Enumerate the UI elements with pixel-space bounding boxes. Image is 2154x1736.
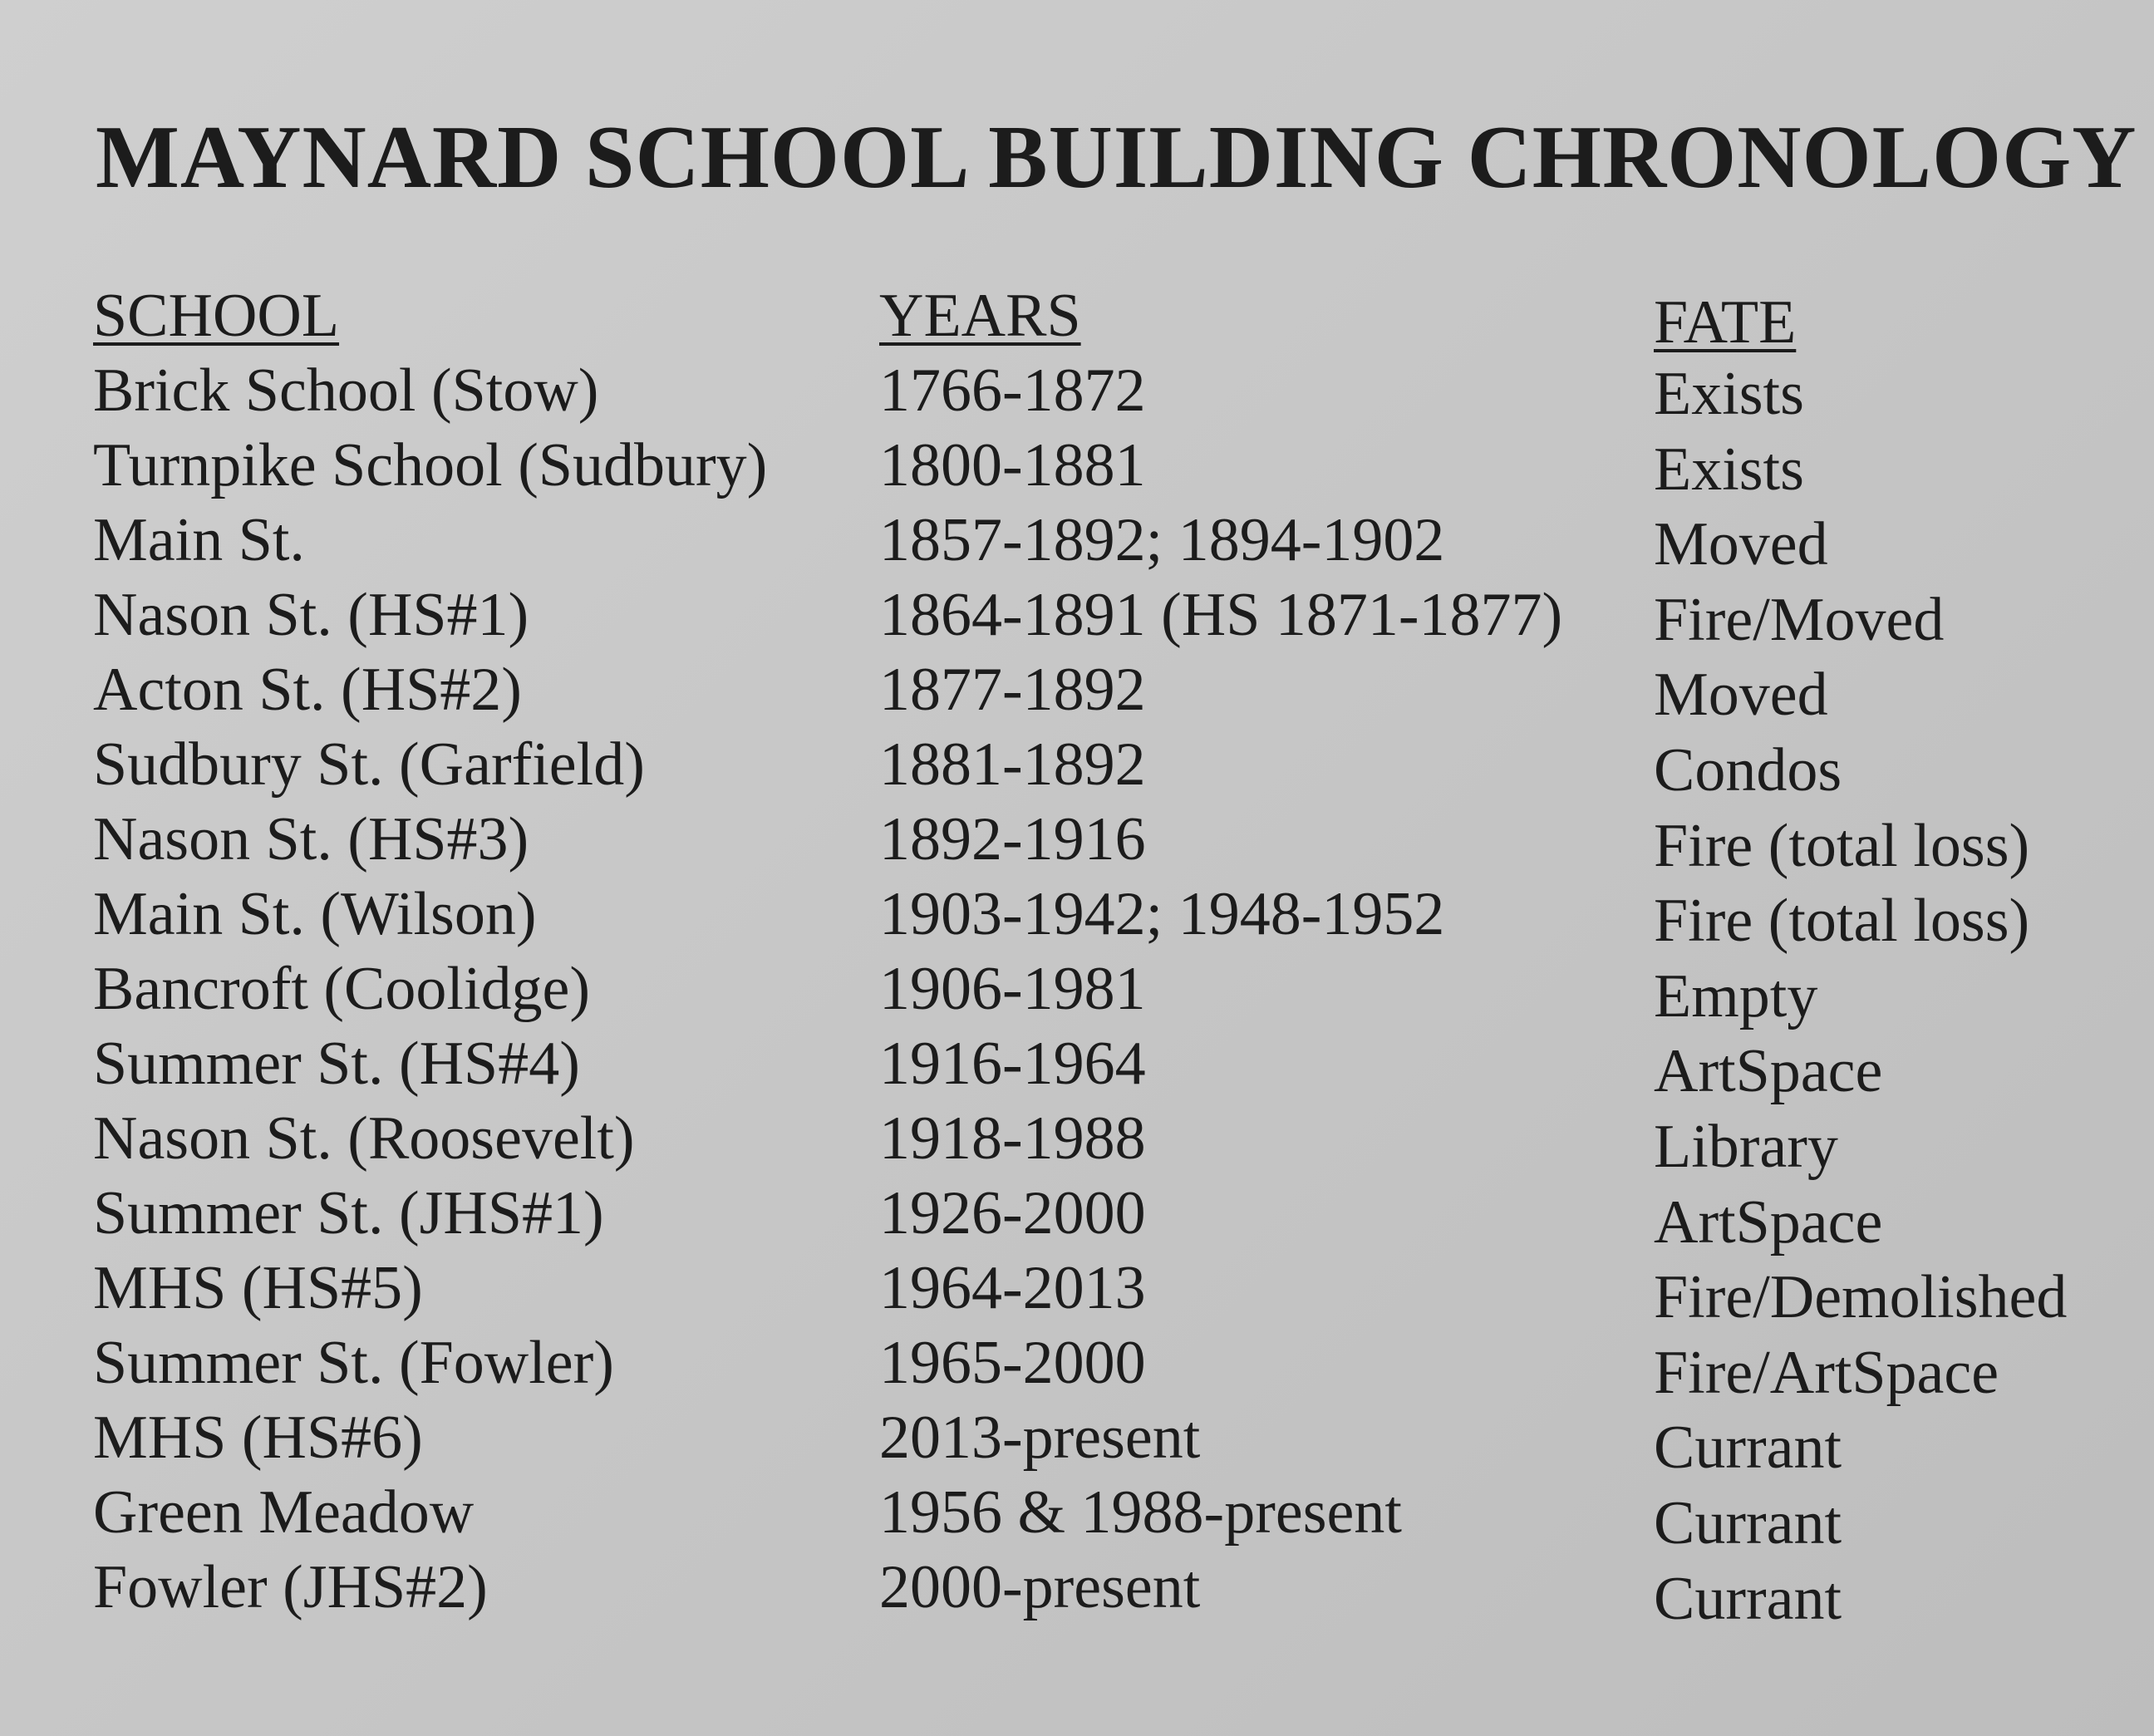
table-row <box>0 879 2154 954</box>
years-cell: 1864-1891 (HS 1871-1877) <box>879 581 1563 649</box>
school-cell: MHS (HS#5) <box>93 1254 423 1322</box>
table-row <box>0 1328 2154 1407</box>
years-cell: 1857-1892; 1894-1902 <box>879 506 1445 574</box>
school-cell: Nason St. (HS#3) <box>93 805 529 873</box>
fate-cell: Currant <box>1654 1565 1842 1633</box>
table-row <box>0 505 2154 580</box>
table-row <box>0 954 2154 1029</box>
table-row <box>0 730 2154 804</box>
school-cell: MHS (HS#6) <box>93 1404 423 1472</box>
school-cell: Nason St. (Roosevelt) <box>93 1104 635 1173</box>
table-row <box>0 804 2154 879</box>
fate-cell: Fire/Moved <box>1654 586 1945 654</box>
table-row <box>0 1029 2154 1104</box>
school-cell: Main St. (Wilson) <box>93 880 537 948</box>
school-cell: Acton St. (HS#2) <box>93 656 522 724</box>
school-cell: Summer St. (Fowler) <box>93 1329 614 1397</box>
table-row <box>0 1253 2154 1331</box>
years-cell: 1965-2000 <box>879 1329 1146 1397</box>
fate-cell: Fire/Demolished <box>1654 1263 2068 1331</box>
years-cell: 1881-1892 <box>879 730 1146 799</box>
years-cell: 1916-1964 <box>879 1030 1146 1098</box>
years-cell: 1926-2000 <box>879 1179 1146 1247</box>
school-cell: Turnpike School (Sudbury) <box>93 431 768 499</box>
fate-cell: Moved <box>1654 510 1828 578</box>
fate-cell: Fire (total loss) <box>1654 812 2030 880</box>
table-row <box>0 1478 2154 1557</box>
table-row <box>0 1552 2154 1633</box>
years-cell: 1892-1916 <box>879 805 1146 873</box>
table-row <box>0 1104 2154 1181</box>
fate-cell: Currant <box>1654 1414 1842 1482</box>
table-row <box>0 356 2154 430</box>
fate-cell: Moved <box>1654 661 1828 729</box>
school-cell: Brick School (Stow) <box>93 357 599 425</box>
table-row <box>0 1178 2154 1257</box>
years-cell: 1918-1988 <box>879 1104 1146 1173</box>
fate-cell: Fire (total loss) <box>1654 887 2030 955</box>
column-header-school: SCHOOL <box>93 282 340 350</box>
school-cell: Bancroft (Coolidge) <box>93 955 590 1023</box>
years-cell: 1906-1981 <box>879 955 1146 1023</box>
fate-cell: Empty <box>1654 962 1818 1030</box>
fate-cell: Library <box>1654 1113 1838 1181</box>
column-header-years: YEARS <box>879 282 1081 350</box>
school-cell: Summer St. (JHS#1) <box>93 1179 604 1247</box>
years-cell: 1766-1872 <box>879 357 1146 425</box>
years-cell: 2000-present <box>879 1553 1201 1621</box>
table-row <box>0 430 2154 505</box>
fate-cell: ArtSpace <box>1654 1037 1883 1105</box>
table-row <box>0 580 2154 655</box>
years-cell: 2013-present <box>879 1404 1201 1472</box>
fate-cell: Condos <box>1654 736 1842 804</box>
school-cell: Sudbury St. (Garfield) <box>93 730 645 799</box>
table-row <box>0 1403 2154 1482</box>
page-title: MAYNARD SCHOOL BUILDING CHRONOLOGY <box>96 108 2137 207</box>
school-cell: Fowler (JHS#2) <box>93 1553 488 1621</box>
table-row <box>0 655 2154 730</box>
school-cell: Main St. <box>93 506 305 574</box>
fate-cell: ArtSpace <box>1654 1188 1883 1257</box>
years-cell: 1800-1881 <box>879 431 1146 499</box>
school-cell: Summer St. (HS#4) <box>93 1030 580 1098</box>
years-cell: 1903-1942; 1948-1952 <box>879 880 1445 948</box>
fate-cell: Exists <box>1654 435 1804 504</box>
column-header-fate: FATE <box>1654 288 1797 357</box>
years-cell: 1877-1892 <box>879 656 1146 724</box>
fate-cell: Fire/ArtSpace <box>1654 1339 1999 1407</box>
years-cell: 1964-2013 <box>879 1254 1146 1322</box>
fate-cell: Currant <box>1654 1489 1842 1557</box>
years-cell: 1956 & 1988-present <box>879 1478 1402 1547</box>
school-cell: Nason St. (HS#1) <box>93 581 529 649</box>
school-cell: Green Meadow <box>93 1478 475 1547</box>
fate-cell: Exists <box>1654 360 1804 428</box>
